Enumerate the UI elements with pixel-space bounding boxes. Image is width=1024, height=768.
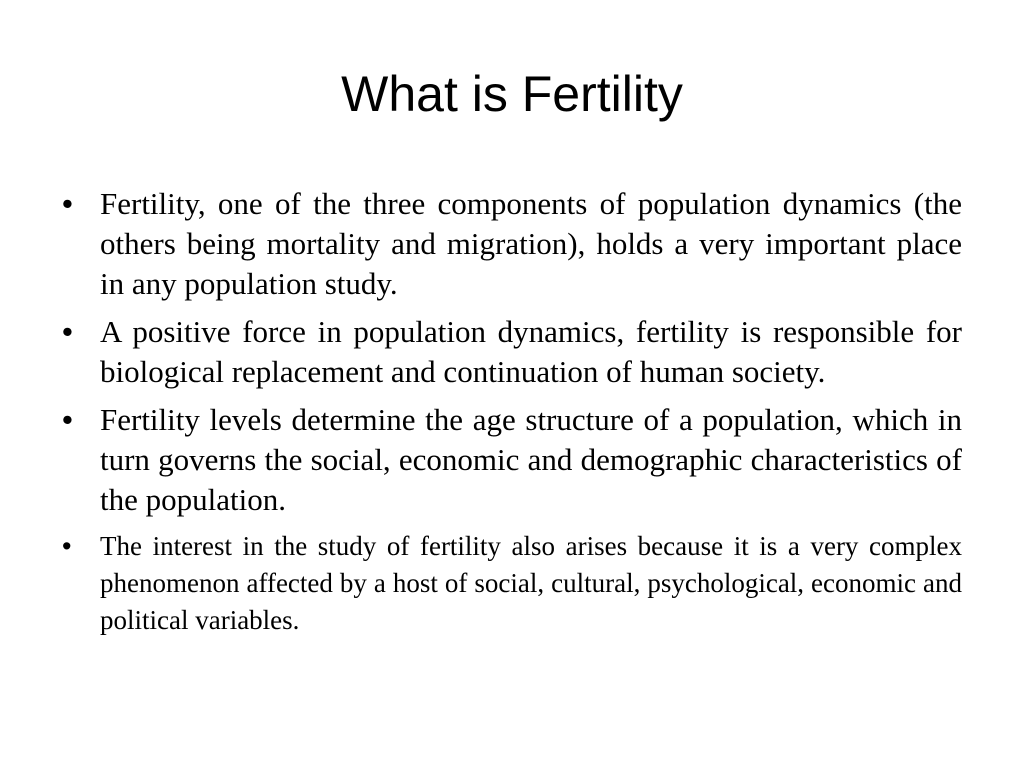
bullet-text: Fertility levels determine the age structure of a population, which in turn governs the social, economic and demographic characteristics of the population. xyxy=(100,402,962,517)
bullet-item xyxy=(56,400,962,520)
bullet-list xyxy=(56,184,962,647)
bullet-dot-icon: • xyxy=(62,402,73,437)
bullet-item xyxy=(56,312,962,392)
bullet-dot-icon: • xyxy=(62,314,73,349)
bullet-text: A positive force in population dynamics, fertility is responsible for biological replacement and continuation of human society. xyxy=(100,314,962,389)
bullet-item xyxy=(56,528,962,639)
bullet-text: The interest in the study of fertility also arises because it is a very complex phenomenon affected by a host of social, cultural, psychological, economic and political variables. xyxy=(100,531,962,635)
bullet-dot-icon: • xyxy=(62,186,73,221)
bullet-dot-icon: • xyxy=(62,531,72,561)
slide-title: What is Fertility xyxy=(341,66,683,122)
bullet-text: Fertility, one of the three components of population dynamics (the others being mortality and migration), holds a very important place in any population study. xyxy=(100,186,962,301)
bullet-item xyxy=(56,184,962,304)
